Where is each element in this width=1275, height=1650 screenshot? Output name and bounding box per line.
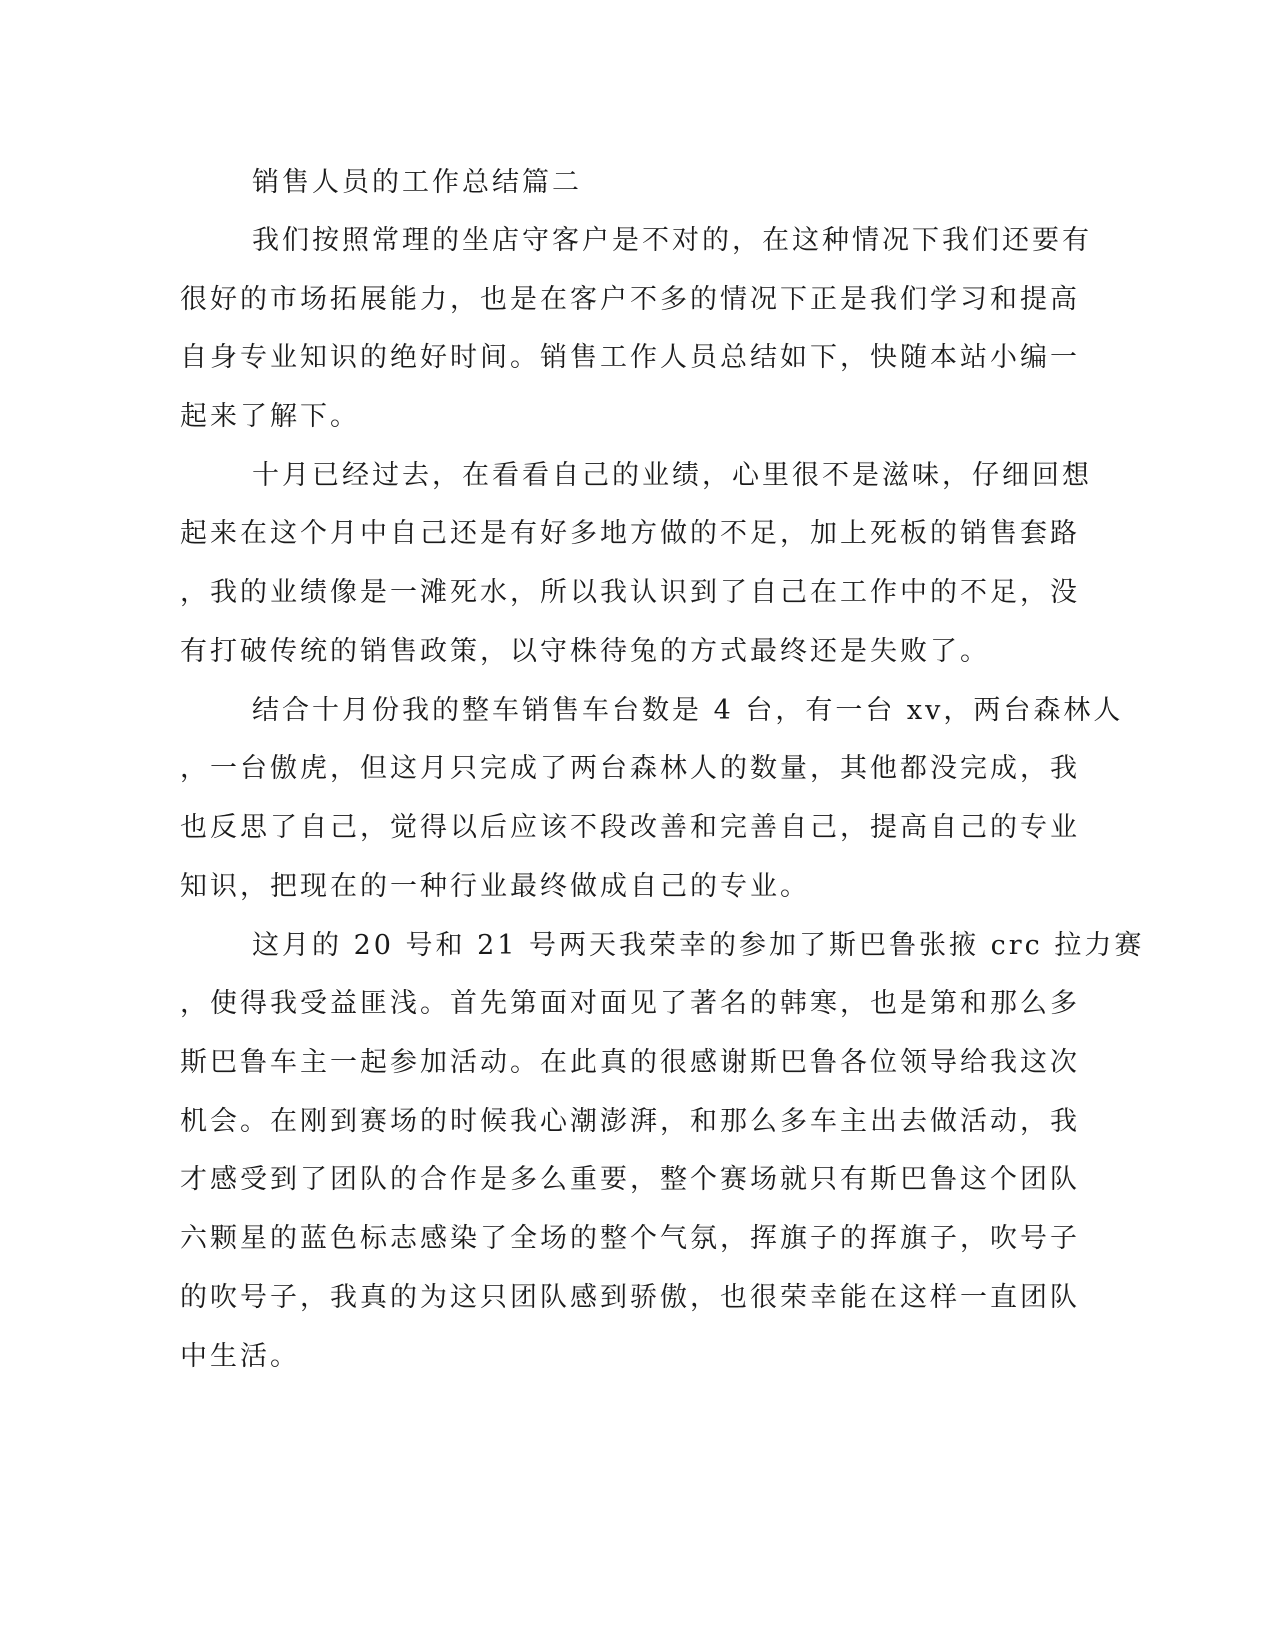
paragraph-line: 起来了解下。 bbox=[180, 401, 360, 432]
paragraph-line: ，使得我受益匪浅。首先第面对面见了著名的韩寒，也是第和那么多 bbox=[180, 988, 1080, 1019]
paragraph-line: 知识，把现在的一种行业最终做成自己的专业。 bbox=[180, 871, 810, 902]
paragraph-line: 起来在这个月中自己还是有好多地方做的不足，加上死板的销售套路 bbox=[180, 518, 1080, 549]
paragraph-line: 自身专业知识的绝好时间。销售工作人员总结如下，快随本站小编一 bbox=[180, 342, 1080, 373]
paragraph-line: 斯巴鲁车主一起参加活动。在此真的很感谢斯巴鲁各位领导给我这次 bbox=[180, 1047, 1080, 1078]
paragraph-line: 我们按照常理的坐店守客户是不对的，在这种情况下我们还要有 bbox=[252, 225, 1092, 256]
paragraph-line: ，我的业绩像是一滩死水，所以我认识到了自己在工作中的不足，没 bbox=[180, 577, 1080, 608]
paragraph-line: 十月已经过去，在看看自己的业绩，心里很不是滋味，仔细回想 bbox=[252, 460, 1092, 491]
paragraph-line: 的吹号子，我真的为这只团队感到骄傲，也很荣幸能在这样一直团队 bbox=[180, 1282, 1080, 1313]
paragraph-line: 有打破传统的销售政策，以守株待兔的方式最终还是失败了。 bbox=[180, 636, 990, 667]
paragraph-line: 这月的 20 号和 21 号两天我荣幸的参加了斯巴鲁张掖 crc 拉力赛 bbox=[252, 930, 1145, 961]
paragraph-line: 也反思了自己，觉得以后应该不段改善和完善自己，提高自己的专业 bbox=[180, 812, 1080, 843]
paragraph-line: 六颗星的蓝色标志感染了全场的整个气氛，挥旗子的挥旗子，吹号子 bbox=[180, 1223, 1080, 1254]
paragraph-line: 才感受到了团队的合作是多么重要，整个赛场就只有斯巴鲁这个团队 bbox=[180, 1164, 1080, 1195]
paragraph-line: 结合十月份我的整车销售车台数是 4 台，有一台 xv，两台森林人 bbox=[252, 695, 1124, 726]
paragraph-line: 中生活。 bbox=[180, 1341, 300, 1372]
paragraph-line: 很好的市场拓展能力，也是在客户不多的情况下正是我们学习和提高 bbox=[180, 284, 1080, 315]
paragraph-line: 机会。在刚到赛场的时候我心潮澎湃，和那么多车主出去做活动，我 bbox=[180, 1106, 1080, 1137]
document-title: 销售人员的工作总结篇二 bbox=[252, 167, 582, 198]
paragraph-line: ，一台傲虎，但这月只完成了两台森林人的数量，其他都没完成，我 bbox=[180, 753, 1080, 784]
